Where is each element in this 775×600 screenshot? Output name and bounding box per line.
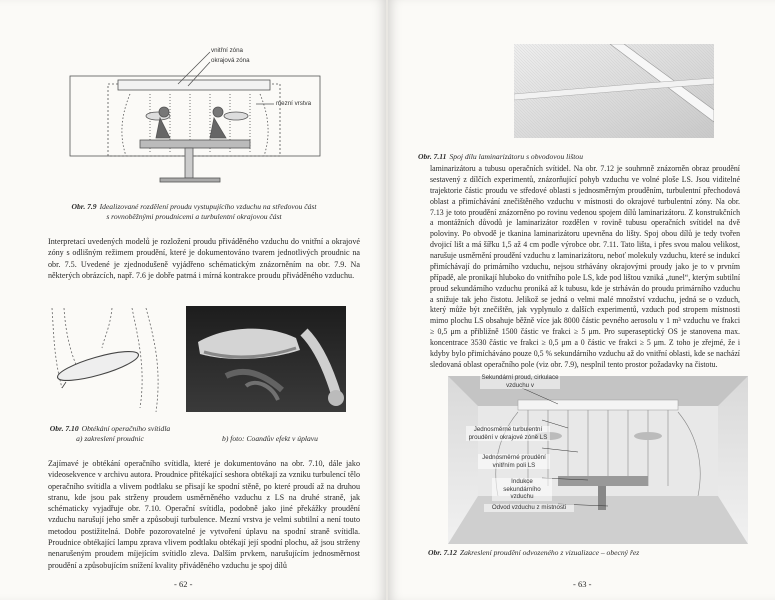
label-secondary-flow: Sekundární proud, cirkulace vzduchu v bbox=[481, 374, 559, 389]
paragraph-2: Zajímavé je obtékání operačního svítidla, které je dokumentováno na obr. 7.10, dále jako videosekvence v archivu autora. Proudnice přitékající seshora obtékají za vzniku turbulencí tělo operačního svítidla a vlivem podtlaku se přisají ke spodní stěně, po které proudí až na druhou stranu, kde jsou pak strženy proudem usměrněného vzduchu z LS na druhé straně, jak schématicky vyjadřuje obr. 7.10. Operační svítidla, podobně jako jiné překážky proudění vzduchu narušují jeho směr a způsobují turbulence. Mezní vrstva je velmi subtilní a není touto metodou postižitelná. Dobře pozorovatelné je vytvoření úplavu na spodní straně svítidla. Proudnice obtékající lampu zprava vlivem podtlaku obtékají její spodní plochu, až jsou strženy nenarušeným proudem míjejícím svítidlo zleva. Dalším prvkem, narušujícím jednosměrnost proudění a způsobujícím snížení kvality přiváděného vzduchu je spoj dílů bbox=[48, 459, 360, 570]
paragraph-right: laminarizátoru a tubusu operačních svítidel. Na obr. 7.12 je souhrnně znázorněn obraz proudění sestavený z dílčích experimentů, znázorňující pohyb vzduchu ve volné ploše LS. Jsou viditelné trajektorie částic proudu ve středové oblasti s jednosměrným prouděním, turbulentní přechodová oblast a přimíchávání znečištěného vzduchu v místnosti do okrajové turbulentní zóny. Na obr. 7.13 je toto proudění znázorněno po rovinu vedenou spojem dílů laminarizátoru. Z konstrukčních a montážních důvodů je laminarizátor rozdělen v rovině tubusu operačních svítidel na dvě poloviny. Po obvodě je tkanina laminarizátoru upevněna do lišty. Spoj obou dílů je tedy tvořen dvojicí lišt a má šířku 1,5 až 4 cm podle výrobce obr. 7.11. Tato lišta, i přes svou malou velikost, narušuje usměrnění proudění vzduchu z laminarizátoru, neboť molekuly vzduchu, které se indukcí přimíchávají do primárního vzduchu, nejsou strhávány okrajovými proudy jako je to v prvním případě, ale pronikají hluboko do vnitřního pole LS, kde pod lištou vzniká „tunel“, kterým subtilní proud sekundárního vzduchu proniká až k tubusu, kde je strháván do proudu primárního vzduchu a snižuje tak jeho čistotu. Jelikož se jedná o velmi malé množství vzduchu, jedná se o vzduch, který může být znečištěn, jak vyplynulo z dalších experimentů, vzduch pod stropem místnosti mimo plochu LS obsahuje běžně více jak 8000 částic pevného aerosolu v 1 m³ vzduchu ve frakci ≥ 0,5 μm a přibližně 1500 částic ve frakci ≥ 5 μm. Pro superaseptický OS je stanovena max. koncentrace 3530 částic ve frakci ≥ 0,5 μm a 0 částic ve frakci ≥ 5 μm. Z toho je zřejmé, že i kdyby bylo přimícháváno pouze 0,5 % sekundárního vzduchu až do vnitřní oblasti, kde se nachází sledovaná oblast operačního pole (viz obr. 7.9), nesplnil tento prostor požadavky na čistotu. bbox=[430, 164, 740, 369]
figure-number: Obr. 7.11 bbox=[418, 152, 447, 161]
figure-7-11-photo bbox=[514, 44, 714, 138]
right-page bbox=[388, 0, 775, 600]
label-induction: Indukce sekundárního vzduchu bbox=[492, 478, 552, 501]
label-inner-zone: vnitřní zóna bbox=[211, 47, 243, 54]
caption-line: s rovnoběžnými proudnicemi a turbulentní okrajovou část bbox=[106, 212, 282, 221]
label-inner-flow: Jednosměrné proudění vnitřním poli LS bbox=[478, 454, 550, 469]
figure-number: Obr. 7.12 bbox=[428, 548, 457, 557]
caption-line: Spoj dílu laminarizátoru s obvodovou lištou bbox=[449, 152, 584, 161]
figure-7-10-caption-b: b) foto: Coandův efekt v úplavu bbox=[222, 434, 318, 443]
caption-line: a) zakreslení proudnic bbox=[76, 434, 144, 443]
figure-7-11-caption bbox=[418, 152, 758, 162]
figure-number: Obr. 7.9 bbox=[71, 202, 97, 211]
left-page bbox=[0, 0, 386, 600]
caption-line: Obtékání operačního svítidla bbox=[81, 424, 171, 433]
figure-7-10b-photo bbox=[186, 306, 346, 412]
label-air-drain: Odvod vzduchu z místnosti bbox=[484, 504, 574, 512]
label-boundary-layer: mezní vrstva bbox=[276, 100, 312, 107]
figure-number: Obr. 7.10 bbox=[49, 424, 79, 433]
figure-7-12-caption bbox=[428, 548, 738, 558]
page-number-right: - 63 - bbox=[573, 579, 592, 589]
paragraph-1: Interpretací uvedených modelů je rozložení proudu přiváděného vzduchu do vnitřní a okrajové zóny s odlišným režimem proudění, které je dokumentováno tvarem jednotlivých proudnic na obr. 7.5. Uvedené je zjednodušeně vyjádřeno schématickým znázorněním na obr. 7.9. Na některých obrázcích, např. 7.6 je dobře patrná i mírná kontrakce proudu přiváděného vzduchu. bbox=[48, 237, 360, 280]
figure-7-10-caption-a bbox=[40, 424, 180, 444]
caption-line: Zakreslení proudění odvozeného z vizualizace – obecný řez bbox=[459, 548, 640, 557]
page-number-left: - 62 - bbox=[174, 579, 193, 589]
label-edge-zone: okrajová zóna bbox=[211, 57, 250, 64]
figure-7-10a-streamlines bbox=[42, 308, 172, 418]
caption-line: Idealizované rozdělení proudu vystupujícího vzduchu na středovou část bbox=[99, 202, 317, 211]
figure-7-9-caption bbox=[24, 202, 364, 222]
figure-7-9-diagram bbox=[60, 38, 330, 196]
label-unidirectional-turbulent: Jednosměrné turbulentní proudění v okrajové zóně LS bbox=[466, 426, 550, 441]
